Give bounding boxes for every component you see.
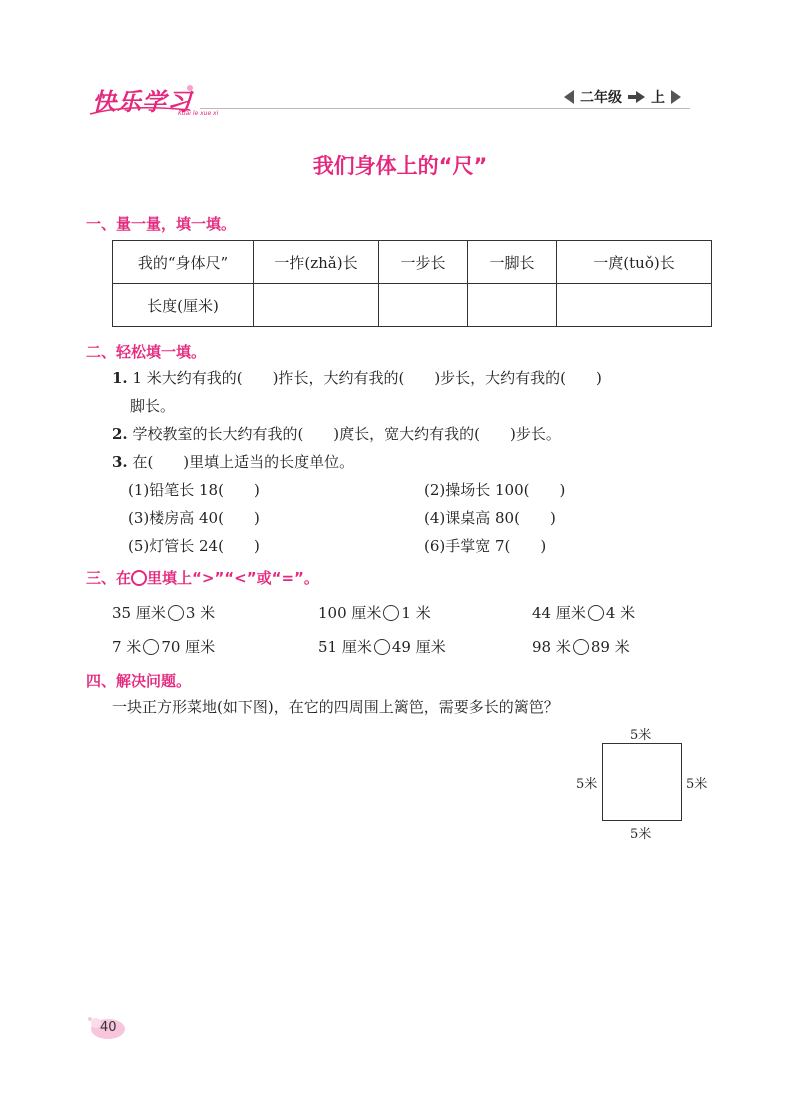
comparison-item bbox=[318, 637, 446, 657]
list-item: (6)手掌宽 7( ) bbox=[424, 537, 547, 555]
circle-icon bbox=[131, 570, 147, 586]
table-cell: 一拃(zhǎ)长 bbox=[254, 241, 379, 284]
list-item: (4)课桌高 80( ) bbox=[424, 509, 556, 527]
question-number: 3. bbox=[112, 453, 128, 471]
comparison-item bbox=[112, 637, 215, 657]
triangle-left-icon bbox=[564, 90, 574, 104]
compare-left: 51 厘米 bbox=[318, 638, 372, 656]
triangle-right-icon bbox=[671, 90, 681, 104]
question-text: 1 米大约有我的( )拃长，大约有我的( )步长，大约有我的( ) bbox=[132, 369, 602, 387]
table-cell: 一脚长 bbox=[468, 241, 557, 284]
compare-left: 7 米 bbox=[112, 638, 142, 656]
compare-right: 70 厘米 bbox=[161, 638, 216, 656]
comparison-item bbox=[112, 603, 215, 623]
list-item: (3)楼房高 40( ) bbox=[128, 509, 260, 527]
question-number: 2. bbox=[112, 425, 128, 443]
answer-circle[interactable] bbox=[588, 605, 604, 621]
answer-cell[interactable] bbox=[468, 284, 557, 327]
table-row bbox=[113, 241, 712, 284]
table-cell: 一庹(tuǒ)长 bbox=[557, 241, 712, 284]
answer-circle[interactable] bbox=[383, 605, 399, 621]
table-cell: 我的“身体尺” bbox=[113, 241, 254, 284]
square-field-figure bbox=[602, 743, 682, 821]
section3-heading bbox=[86, 567, 319, 588]
answer-cell[interactable] bbox=[254, 284, 379, 327]
arrow-right-icon bbox=[636, 91, 645, 103]
section4-heading: 四、解决问题。 bbox=[86, 672, 192, 690]
question-1-cont: 脚长。 bbox=[130, 397, 176, 415]
term-label: 上 bbox=[651, 90, 665, 106]
table-cell: 长度(厘米) bbox=[113, 284, 254, 327]
table-cell: 一步长 bbox=[379, 241, 468, 284]
answer-circle[interactable] bbox=[143, 639, 159, 655]
answer-circle[interactable] bbox=[573, 639, 589, 655]
logo-text: 快乐学习 bbox=[92, 88, 192, 116]
list-item: (5)灯管长 24( ) bbox=[128, 537, 260, 555]
section1-heading: 一、量一量，填一填。 bbox=[86, 215, 237, 233]
question-2 bbox=[112, 424, 561, 444]
page-badge bbox=[86, 1014, 126, 1040]
question-text: 学校教室的长大约有我的( )庹长，宽大约有我的( )步长。 bbox=[132, 425, 561, 443]
section2-heading: 二、轻松填一填。 bbox=[86, 343, 207, 361]
header-rule bbox=[200, 108, 690, 109]
answer-circle[interactable] bbox=[374, 639, 390, 655]
question-text: 在( )里填上适当的长度单位。 bbox=[132, 453, 355, 471]
logo bbox=[86, 80, 219, 120]
question-1 bbox=[112, 368, 602, 388]
logo-pinyin: Kuai le xue xi bbox=[178, 110, 219, 117]
page-number: 40 bbox=[100, 1020, 117, 1035]
compare-right: 49 厘米 bbox=[391, 638, 446, 656]
compare-right: 3 米 bbox=[185, 604, 216, 622]
question-number: 1. bbox=[112, 369, 128, 387]
page-title: 我们身体上的“尺” bbox=[312, 154, 488, 178]
dim-bottom: 5米 bbox=[630, 827, 652, 842]
comparison-item bbox=[532, 637, 630, 657]
answer-cell[interactable] bbox=[557, 284, 712, 327]
dim-right: 5米 bbox=[686, 777, 708, 792]
compare-left: 100 厘米 bbox=[318, 604, 382, 622]
table-row bbox=[113, 284, 712, 327]
measure-table bbox=[112, 240, 712, 327]
compare-right: 89 米 bbox=[590, 638, 630, 656]
compare-left: 44 厘米 bbox=[532, 604, 586, 622]
grade-label: 二年级 bbox=[580, 90, 622, 106]
answer-circle[interactable] bbox=[168, 605, 184, 621]
comparison-item bbox=[532, 603, 635, 623]
grade-indicator bbox=[564, 86, 681, 108]
dim-left: 5米 bbox=[576, 777, 598, 792]
problem-text: 一块正方形菜地(如下图)，在它的四周围上篱笆，需要多长的篱笆？ bbox=[112, 698, 559, 716]
comparison-item bbox=[318, 603, 431, 623]
dim-top: 5米 bbox=[630, 728, 652, 743]
list-item: (1)铅笔长 18( ) bbox=[128, 481, 260, 499]
compare-right: 4 米 bbox=[605, 604, 636, 622]
question-3 bbox=[112, 452, 354, 472]
heading-suffix: 里填上“>”“<”或“=”。 bbox=[147, 569, 319, 587]
list-item: (2)操场长 100( ) bbox=[424, 481, 566, 499]
compare-left: 98 米 bbox=[532, 638, 571, 656]
heading-prefix: 三、在 bbox=[86, 569, 132, 587]
compare-left: 35 厘米 bbox=[112, 604, 166, 622]
answer-cell[interactable] bbox=[379, 284, 468, 327]
compare-right: 1 米 bbox=[401, 604, 431, 622]
